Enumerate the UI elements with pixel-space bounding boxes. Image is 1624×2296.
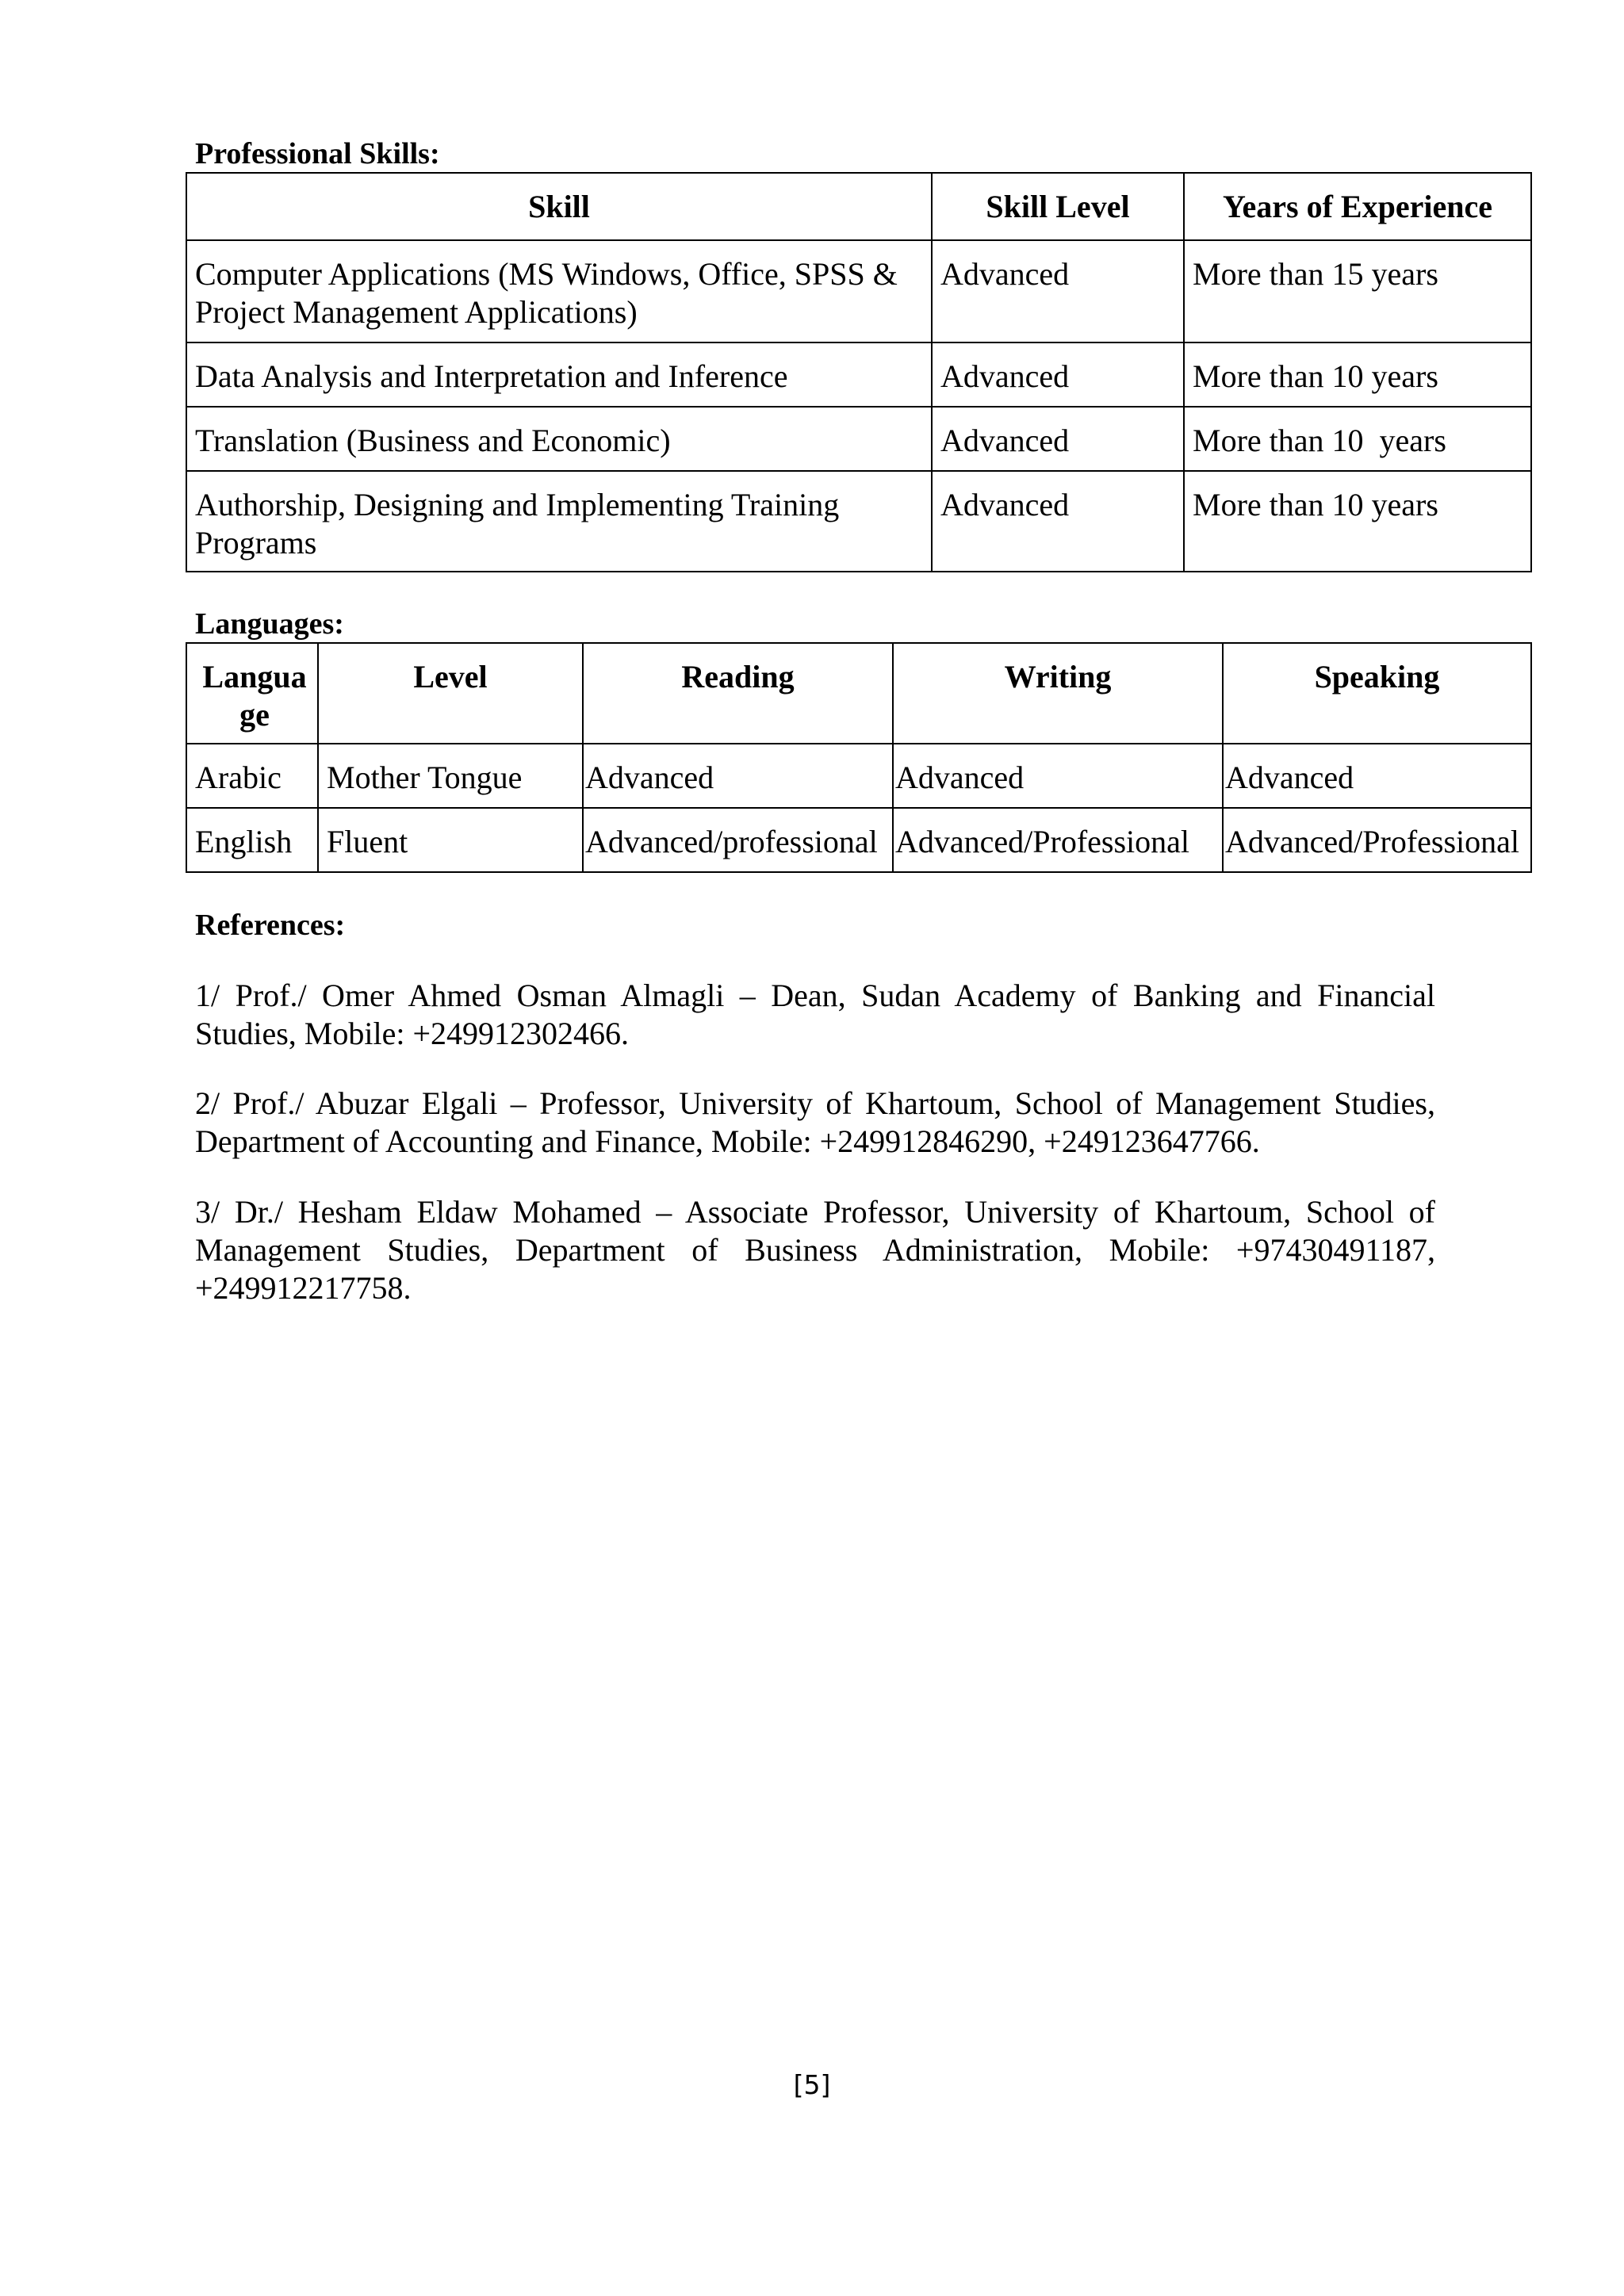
language-reading-cell: Advanced/professional	[583, 808, 893, 872]
skill-years-cell: More than 10 years	[1184, 342, 1531, 407]
languages-column-header-language: Language	[186, 643, 318, 744]
skills-table-header-row	[186, 173, 1531, 240]
professional-skills-heading: Professional Skills:	[195, 137, 440, 170]
skills-column-header-years: Years of Experience	[1184, 173, 1531, 240]
skill-years-cell: More than 15 years	[1184, 240, 1531, 342]
languages-column-header-writing: Writing	[893, 643, 1223, 744]
skills-column-header-skill: Skill	[186, 173, 932, 240]
table-row	[186, 407, 1531, 471]
languages-column-header-level: Level	[318, 643, 583, 744]
table-row	[186, 808, 1531, 872]
skill-name-cell: Data Analysis and Interpretation and Inference	[186, 342, 932, 407]
skill-name-cell: Translation (Business and Economic)	[186, 407, 932, 471]
languages-column-header-speaking: Speaking	[1223, 643, 1531, 744]
professional-skills-table	[186, 172, 1532, 572]
skills-column-header-skill-level: Skill Level	[932, 173, 1184, 240]
language-name-cell: Arabic	[186, 744, 318, 808]
skill-level-cell: Advanced	[932, 240, 1184, 342]
reference-item: 2/ Prof./ Abuzar Elgali – Professor, University of Khartoum, School of Management Studies, Department of Accounting and Finance, Mobile: +249912846290, +249123647766.	[195, 1085, 1435, 1159]
reference-item: 3/ Dr./ Hesham Eldaw Mohamed – Associate Professor, University of Khartoum, School of Management Studies, Department of Business Administration, Mobile: +97430491187, +249912217758.	[195, 1194, 1435, 1306]
language-level-cell: Mother Tongue	[318, 744, 583, 808]
skill-level-cell: Advanced	[932, 407, 1184, 471]
language-name-cell: English	[186, 808, 318, 872]
table-row	[186, 471, 1531, 572]
languages-column-header-reading: Reading	[583, 643, 893, 744]
languages-table-header-row	[186, 643, 1531, 744]
language-reading-cell: Advanced	[583, 744, 893, 808]
reference-item: 1/ Prof./ Omer Ahmed Osman Almagli – Dean, Sudan Academy of Banking and Financial Studies, Mobile: +249912302466.	[195, 978, 1435, 1051]
skill-name-cell: Computer Applications (MS Windows, Office, SPSS & Project Management Applications)	[186, 240, 932, 342]
languages-table	[186, 642, 1532, 873]
languages-heading: Languages:	[195, 607, 344, 641]
table-row	[186, 744, 1531, 808]
language-writing-cell: Advanced/Professional	[893, 808, 1223, 872]
language-speaking-cell: Advanced	[1223, 744, 1531, 808]
skill-years-cell: More than 10 years	[1184, 471, 1531, 572]
skill-level-cell: Advanced	[932, 471, 1184, 572]
references-heading: References:	[195, 909, 346, 942]
skill-level-cell: Advanced	[932, 342, 1184, 407]
skill-years-cell: More than 10 years	[1184, 407, 1531, 471]
skill-name-cell: Authorship, Designing and Implementing Training Programs	[186, 471, 932, 572]
language-level-cell: Fluent	[318, 808, 583, 872]
page-number: [5]	[793, 2069, 831, 2100]
language-writing-cell: Advanced	[893, 744, 1223, 808]
language-speaking-cell: Advanced/Professional	[1223, 808, 1531, 872]
table-row	[186, 240, 1531, 342]
table-row	[186, 342, 1531, 407]
